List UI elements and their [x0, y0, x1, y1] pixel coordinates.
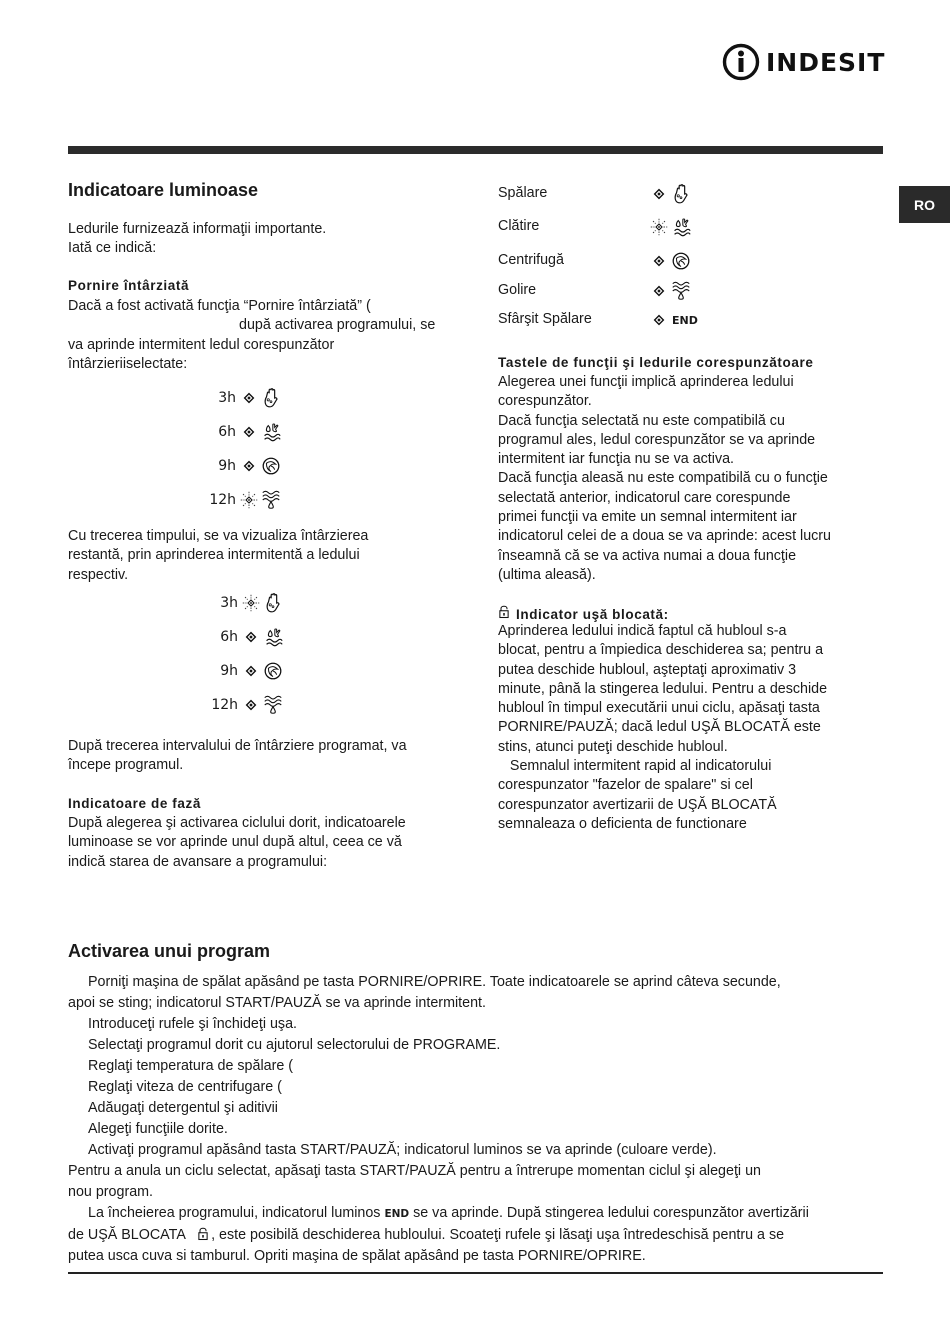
intro-line: Iată ce indică:: [68, 240, 157, 257]
delay-row-12h: [206, 483, 284, 517]
rinse-icon: [260, 625, 286, 649]
func-line: selectată anterior, indicatorul care corespunde: [498, 489, 791, 506]
phase-heading: Indicatoare de fază: [68, 796, 201, 811]
program-step: Alegeţi funcţiile dorite.: [88, 1121, 228, 1137]
end-text-d: , este posibilă deschiderea hubloului. Scoateţi rufele şi lăsaţi uşa întredeschisă pentru a se: [211, 1227, 785, 1243]
after-line: începe programul.: [68, 757, 184, 774]
wash-icon: [668, 182, 694, 206]
lock-line: Semnalul intermitent rapid al indicatorului: [498, 758, 772, 775]
led-off-icon: [650, 252, 668, 270]
lock-line: corespunzator "fazelor de spalare" si cel: [498, 777, 753, 794]
delay-label: 6h: [218, 424, 236, 440]
remaining-line: restantă, prin aprinderea intermitentă a ledului: [68, 547, 360, 564]
rinse-icon: [668, 215, 694, 239]
drain-icon: [258, 488, 284, 512]
indesit-logo-icon: [722, 42, 760, 82]
drain-icon: [668, 279, 694, 303]
program-step: Reglaţi viteza de centrifugare (: [88, 1079, 282, 1095]
program-line: [68, 1203, 883, 1225]
section-title-indicators: Indicatoare luminoase: [68, 180, 259, 200]
function-keys-text: [498, 373, 888, 585]
delay-label: 3h: [220, 595, 238, 611]
led-blinking-icon: [650, 218, 668, 236]
delay-line: va aprinde intermitent ledul corespunzător: [68, 336, 335, 353]
func-line: intermitent iar funcţia nu se va activa.: [498, 451, 735, 468]
program-step: Adăugaţi detergentul şi aditivii: [88, 1100, 278, 1116]
phase-line: După alegerea şi activarea ciclului dorit, indicatoarele: [68, 815, 406, 831]
wash-icon: [258, 386, 284, 410]
program-step: Introduceţi rufele şi închideţi uşa.: [88, 1016, 298, 1032]
phase-label: Centrifugă: [498, 252, 564, 269]
delay-label: 3h: [218, 390, 236, 406]
delay-label: 12h: [209, 492, 236, 508]
language-tab: RO: [899, 186, 950, 223]
end-icon: END: [384, 1208, 410, 1220]
led-off-icon: [240, 423, 258, 441]
lock-line: Aprinderea ledului indică faptul că hubloul s-a: [498, 623, 787, 639]
func-line: primei funcţii va emite un semnal intermitent iar: [498, 509, 797, 526]
delay-line: întârzieriiselectate:: [68, 355, 188, 372]
phase-text: [68, 814, 468, 872]
delay-row-6h: [206, 415, 284, 449]
lock-line: semnaleaza o deficienta de functionare: [498, 815, 747, 832]
func-line: indicatorul celei de a doua se va aprinde: acest lucru: [498, 528, 832, 545]
program-step: Reglaţi temperatura de spălare (: [88, 1058, 294, 1074]
delay-heading: Pornire întârziată: [68, 278, 190, 293]
brand-name: INDESIT: [766, 47, 886, 77]
rinse-icon: [258, 420, 284, 444]
phase-label: Clătire: [498, 218, 540, 235]
section-title-program: Activarea unui program: [68, 941, 271, 961]
intro-line: Ledurile furnizează informaţii importante.: [68, 221, 327, 237]
led-off-icon: [242, 696, 260, 714]
phase-label: Golire: [498, 282, 537, 299]
led-off-icon: [240, 457, 258, 475]
header-bar: [68, 146, 883, 154]
program-line: apoi se sting; indicatorul START/PAUZĂ se va aprinde intermitent.: [68, 995, 486, 1011]
delay-label: 12h: [211, 697, 238, 713]
delay-label: 9h: [220, 663, 238, 679]
func-line: Dacă funcţia selectată nu este compatibilă cu: [498, 412, 785, 429]
delay-line: Dacă a fost activată funcţia “Pornire întârziată” (: [68, 298, 371, 314]
program-step: Activaţi programul apăsând tasta START/PAUZĂ; indicatorul luminos se va aprinde (culoare verde).: [88, 1142, 717, 1158]
led-off-icon: [242, 662, 260, 680]
end-text-c: de UŞĂ BLOCATA: [68, 1227, 186, 1243]
program-line: Pentru a anula un ciclu selectat, apăsaţi tasta START/PAUZĂ pentru a întrerupe momentan ciclul şi alegeţi un: [68, 1163, 761, 1179]
door-lock-heading: Indicator uşă blocată:: [516, 606, 669, 622]
remaining-line: respectiv.: [68, 566, 129, 583]
lock-icon: [498, 604, 516, 624]
end-icon: END: [672, 313, 698, 327]
delay-text: [68, 297, 468, 374]
led-off-icon: [240, 389, 258, 407]
delay-row-3h: [206, 381, 284, 415]
footer-rule: [68, 1272, 883, 1274]
lock-line: PORNIRE/PAUZĂ; dacă ledul UŞĂ BLOCATĂ este: [498, 719, 821, 736]
delay-label: 9h: [218, 458, 236, 474]
led-on-icon: [650, 311, 668, 329]
delay-led-group-remaining: [208, 586, 286, 722]
lock-icon: [189, 1227, 211, 1243]
led-blinking-icon: [242, 594, 260, 612]
delay-row-6h: [208, 620, 286, 654]
drain-icon: [260, 693, 286, 717]
end-text-b: se va aprinde. După stingerea ledului corespunzător avertizării: [413, 1205, 809, 1221]
phase-row-spin: [498, 246, 728, 276]
wash-icon: [260, 591, 286, 615]
phase-label: Spălare: [498, 185, 548, 202]
phase-row-wash: [498, 180, 728, 208]
func-line: programul ales, ledul corespunzător se va aprinde: [498, 431, 816, 448]
delay-row-9h: [208, 654, 286, 688]
door-lock-heading-row: [498, 604, 669, 624]
delay-label: 6h: [220, 629, 238, 645]
spin-icon: [260, 659, 286, 683]
led-blinking-icon: [240, 491, 258, 509]
func-line: (ultima aleasă).: [498, 566, 596, 583]
program-line: Porniţi maşina de spălat apăsând pe tasta PORNIRE/OPRIRE. Toate indicatoarele se aprind câteva secunde,: [88, 974, 781, 990]
delay-led-group-initial: [206, 381, 284, 517]
end-text-a: La încheierea programului, indicatorul luminos: [88, 1205, 381, 1221]
phase-line: luminoase se vor aprinde unul după altul, ceea ce vă: [68, 834, 402, 851]
spin-icon: [668, 249, 694, 273]
phase-list: [498, 180, 728, 334]
program-text: [68, 972, 883, 1267]
remaining-line: Cu trecerea timpului, se va vizualiza întârzierea: [68, 528, 369, 544]
func-line: corespunzător.: [498, 393, 592, 410]
phase-row-drain: [498, 276, 728, 306]
delay-row-3h: [208, 586, 286, 620]
door-lock-text: [498, 622, 888, 834]
delay-line: după activarea programului, se: [239, 317, 436, 334]
lock-line: minute, până la stingerea ledului. Pentru a deschide: [498, 680, 828, 697]
program-step: Selectaţi programul dorit cu ajutorul selectorului de PROGRAME.: [88, 1037, 501, 1053]
lock-line: blocat, pentru a împiedica deschiderea sa; pentru a: [498, 642, 824, 659]
delay-row-12h: [208, 688, 286, 722]
phase-row-end: [498, 306, 728, 334]
lock-line: putea deschide hubloul, aşteptaţi aproximativ 3: [498, 661, 797, 678]
program-line: putea usca cuva si tamburul. Opriti maşina de spălat apăsând pe tasta PORNIRE/OPRIRE.: [68, 1248, 646, 1264]
led-on-icon: [650, 282, 668, 300]
phase-row-rinse: [498, 208, 728, 246]
intro-text: [68, 220, 468, 259]
delay-row-9h: [206, 449, 284, 483]
after-line: După trecerea intervalului de întârziere programat, va: [68, 738, 407, 754]
phase-label: Sfârşit Spălare: [498, 311, 592, 328]
lock-line: stins, atunci puteţi deschide hubloul.: [498, 738, 728, 755]
indesit-logo: [722, 42, 885, 82]
spin-icon: [258, 454, 284, 478]
phase-line: indică starea de avansare a programului:: [68, 853, 328, 870]
function-keys-heading: Tastele de funcţii şi ledurile corespunzătoare: [498, 355, 814, 370]
func-line: înseamnă că se va activa numai a doua funcţie: [498, 547, 797, 564]
program-line: nou program.: [68, 1184, 154, 1200]
after-delay-text: [68, 737, 468, 776]
func-line: Dacă funcţia aleasă nu este compatibilă cu o funcţie: [498, 470, 828, 487]
func-line: Alegerea unei funcţii implică aprinderea ledului: [498, 374, 794, 390]
remaining-text: [68, 527, 468, 585]
lock-line: corespunzator avertizarii de UŞĂ BLOCATĂ: [498, 796, 777, 813]
lock-line: hubloul în timpul executării unui ciclu, apăsaţi tasta: [498, 700, 820, 717]
program-line: [68, 1225, 883, 1246]
led-off-icon: [242, 628, 260, 646]
led-off-icon: [650, 185, 668, 203]
